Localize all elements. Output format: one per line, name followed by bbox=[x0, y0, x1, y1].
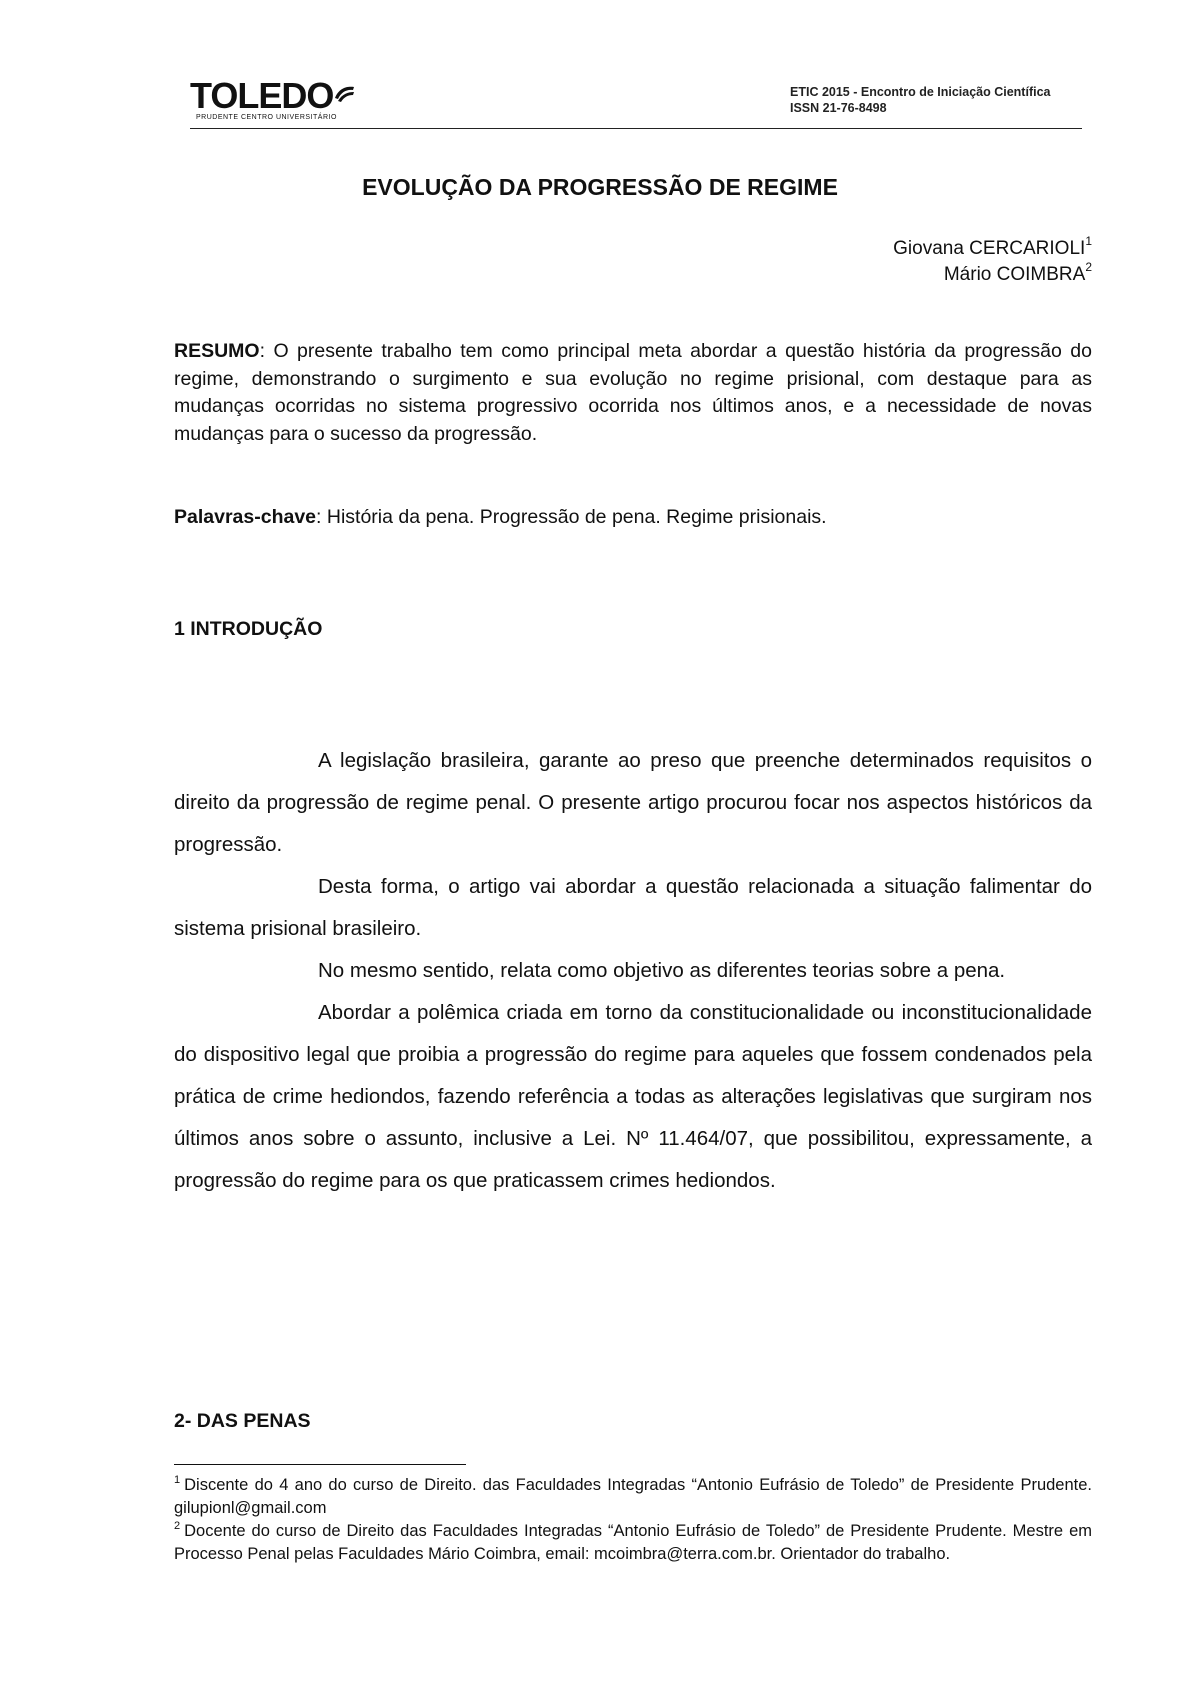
keywords bbox=[174, 504, 1092, 531]
section-body bbox=[174, 740, 1092, 1202]
section-heading-introducao: 1 INTRODUÇÃO bbox=[174, 618, 323, 640]
abstract-label: RESUMO bbox=[174, 340, 260, 362]
footnote-text: Docente do curso de Direito das Faculdades Integradas “Antonio Eufrásio de Toledo” de Presidente Prudente. Mestre em Processo Penal pelas Faculdades Mário Coimbra, email: mcoimbra@terra.com.br. Orientador do trabalho. bbox=[174, 1522, 1092, 1563]
body-paragraph: Abordar a polêmica criada em torno da constitucionalidade ou inconstitucionalidade do dispositivo legal que proibia a progressão do regime para aqueles que fossem condenados pela prática de crime hediondos, fazendo referência a todas as alterações legislativas que surgiram nos últimos anos sobre o assunto, inclusive a Lei. Nº 11.464/07, que possibilitou, expressamente, a progressão do regime para os que praticassem crimes hediondos. bbox=[174, 1001, 1092, 1192]
footnote-marker: 1 bbox=[174, 1474, 181, 1486]
event-line: ETIC 2015 - Encontro de Iniciação Científica bbox=[790, 85, 1051, 99]
body-paragraph: Desta forma, o artigo vai abordar a questão relacionada a situação falimentar do sistema prisional brasileiro. bbox=[174, 875, 1092, 940]
keywords-text: : História da pena. Progressão de pena. Regime prisionais. bbox=[316, 506, 827, 528]
footnote-2 bbox=[174, 1520, 1092, 1566]
paper-title: EVOLUÇÃO DA PROGRESSÃO DE REGIME bbox=[362, 174, 838, 200]
footnote-divider bbox=[174, 1464, 466, 1465]
keywords-label: Palavras-chave bbox=[174, 506, 317, 528]
author-name: Giovana CERCARIOLI bbox=[893, 238, 1086, 259]
logo-swoosh-icon bbox=[333, 84, 355, 104]
abstract-text: : O presente trabalho tem como principal meta abordar a questão história da progressão do regime, demonstrando o surgimento e sua evolução no regime prisional, com destaque para as mudanças ocorridas no sistema progressivo ocorrida nos últimos anos, e a necessidade de novas mudanças para o sucesso da progressão. bbox=[174, 340, 1092, 445]
author-1 bbox=[893, 236, 1092, 262]
footnote-marker: 1 bbox=[1085, 234, 1092, 248]
body-paragraph: No mesmo sentido, relata como objetivo as diferentes teorias sobre a pena. bbox=[318, 959, 1006, 982]
abstract bbox=[174, 338, 1092, 448]
author-2 bbox=[893, 262, 1092, 288]
issn-line: ISSN 21-76-8498 bbox=[790, 101, 887, 115]
header-event-info bbox=[790, 84, 1051, 116]
footnote-marker: 2 bbox=[174, 1520, 181, 1532]
section-heading-das-penas: 2- DAS PENAS bbox=[174, 1410, 311, 1432]
logo-wordmark bbox=[190, 75, 360, 116]
footnotes bbox=[174, 1474, 1092, 1566]
author-name: Mário COIMBRA bbox=[943, 264, 1086, 285]
author-list bbox=[893, 236, 1092, 288]
footnote-text: Discente do 4 ano do curso de Direito. das Faculdades Integradas “Antonio Eufrásio de Toledo” de Presidente Prudente. gilupionl@gmail.com bbox=[174, 1476, 1092, 1517]
header-divider bbox=[190, 128, 1082, 129]
logo-text: TOLEDO bbox=[190, 75, 334, 116]
body-paragraph: A legislação brasileira, garante ao preso que preenche determinados requisitos o direito da progressão de regime penal. O presente artigo procurou focar nos aspectos históricos da progressão. bbox=[174, 749, 1092, 856]
institution-logo bbox=[190, 75, 360, 126]
logo-tagline: PRUDENTE CENTRO UNIVERSITÁRIO bbox=[196, 114, 337, 121]
footnote-marker: 2 bbox=[1085, 260, 1092, 274]
footnote-1 bbox=[174, 1474, 1092, 1520]
